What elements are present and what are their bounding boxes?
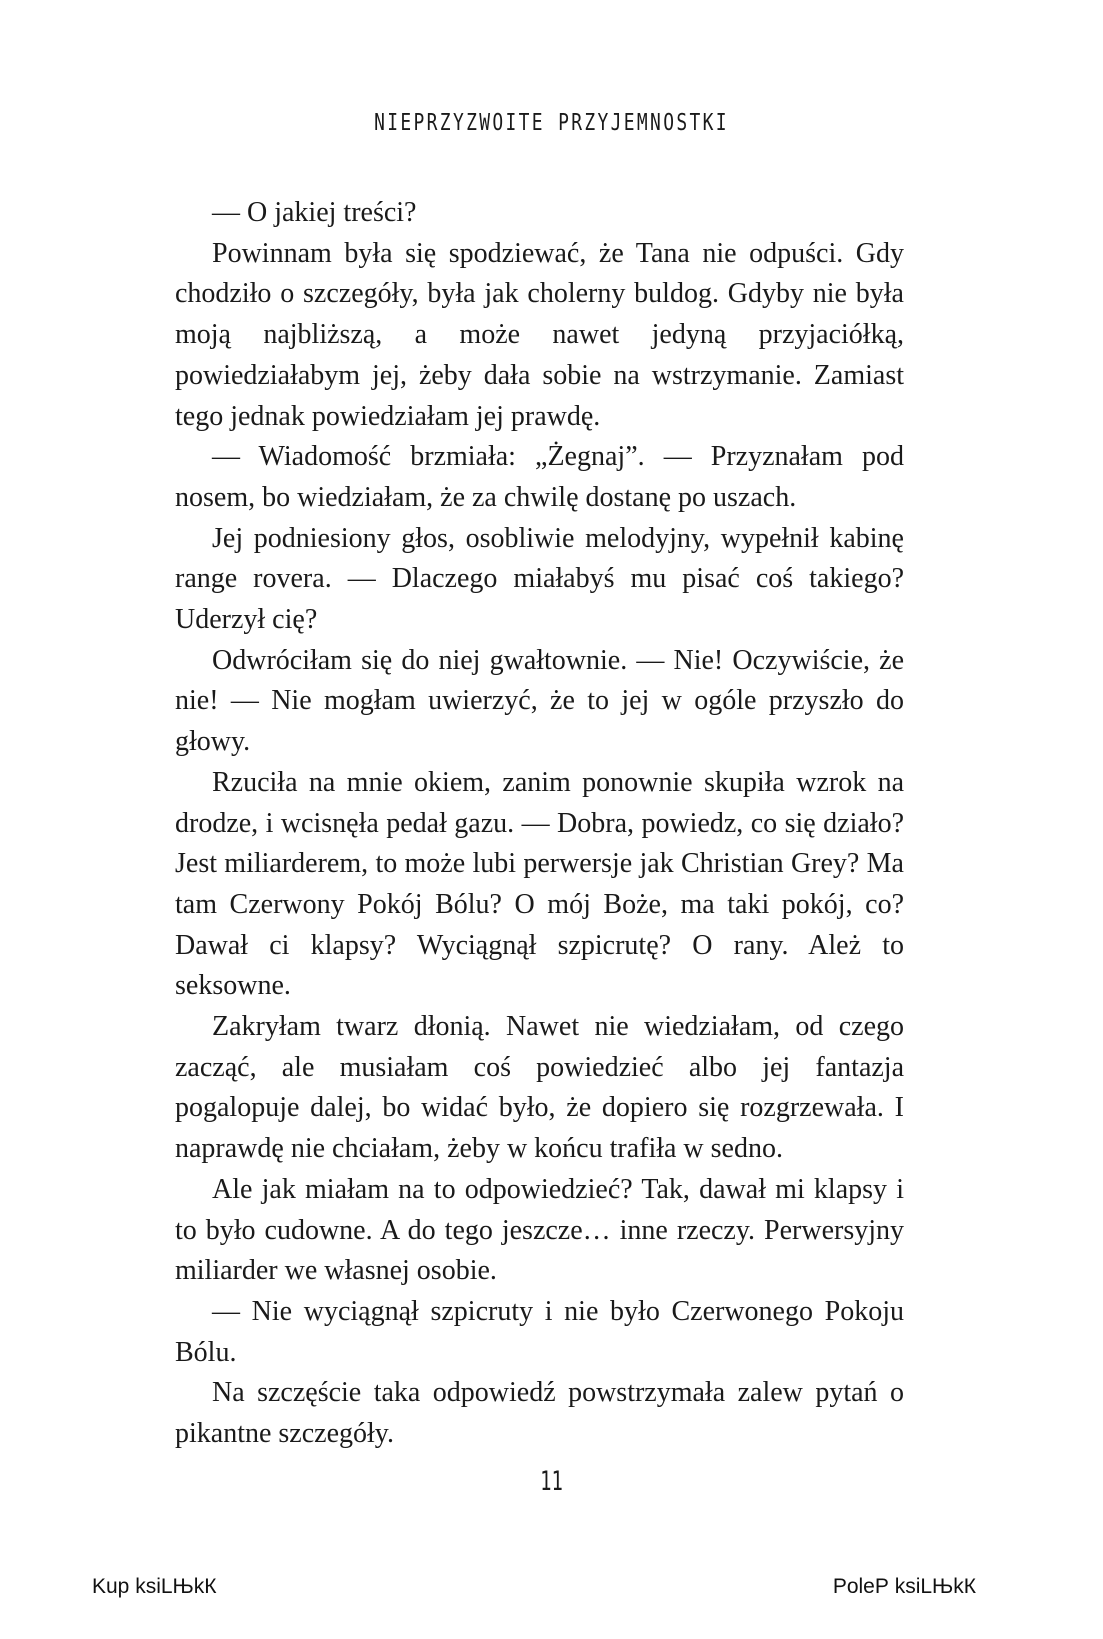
paragraph: Na szczęście taka odpowiedź powstrzymała zalew pytań o pikantne szczegóły. [175, 1377, 904, 1450]
paragraph: Powinnam była się spodziewać, że Tana nie odpuści. Gdy chodziło o szczegóły, była jak cholerny buldog. Gdyby nie była moją najbliższą, a może nawet jedyną przyjaciółką, powiedziałabym jej, żeby dała sobie na wstrzymanie. Zamiast tego jednak powiedziałam jej prawdę. [175, 237, 904, 432]
paragraph: — O jakiej treści? [212, 197, 417, 228]
paragraph: — Wiadomość brzmiała: „Żegnaj”. — Przyznałam pod nosem, bo wiedziałam, że za chwilę dostanę po uszach. [175, 441, 904, 513]
paragraph: Odwróciłam się do niej gwałtownie. — Nie! Oczywiście, że nie! — Nie mogłam uwierzyć, że to jej w ogóle przyszło do głowy. [175, 644, 904, 758]
paragraph: — Nie wyciągnął szpicruty i nie było Czerwonego Pokoju Bólu. [175, 1295, 904, 1368]
body-text [175, 193, 904, 1455]
page-number: 11 [540, 1466, 563, 1497]
paragraph: Jej podniesiony głos, osobliwie melodyjny, wypełnił kabinę range rovera. — Dlaczego miałabyś mu pisać coś takiego? Uderzył cię? [175, 522, 904, 636]
buy-book-link[interactable]: Kup ksiLЊkК [92, 1575, 217, 1598]
paragraph: Zakryłam twarz dłonią. Nawet nie wiedziałam, od czego zacząć, ale musiałam coś powiedzieć albo jej fantazja pogalopuje dalej, bo widać było, że dopiero się rozgrzewała. I naprawdę nie chciałam, żeby w końcu trafiła w sedno. [175, 1011, 904, 1165]
paragraph: Ale jak miałam na to odpowiedzieć? Tak, dawał mi klapsy i to było cudowne. A do tego jeszcze… inne rzeczy. Perwersyjny miliarder we własnej osobie. [175, 1173, 904, 1287]
paragraph: Rzuciła na mnie okiem, zanim ponownie skupiła wzrok na drodze, i wcisnęła pedał gazu. — Dobra, powiedz, co się działo? Jest miliarderem, to może lubi perwersje jak Christian Grey? Ma tam Czerwony Pokój Bólu? O mój Boże, ma taki pokój, co? Dawał ci klapsy? Wyciągnął szpicrutę? O rany. Ależ to seksowne. [175, 766, 904, 1002]
running-header: NIEPRZYZWOITE PRZYJEMNOSTKI [374, 110, 729, 136]
recommend-book-link[interactable]: PoleР ksiLЊkК [832, 1575, 976, 1598]
